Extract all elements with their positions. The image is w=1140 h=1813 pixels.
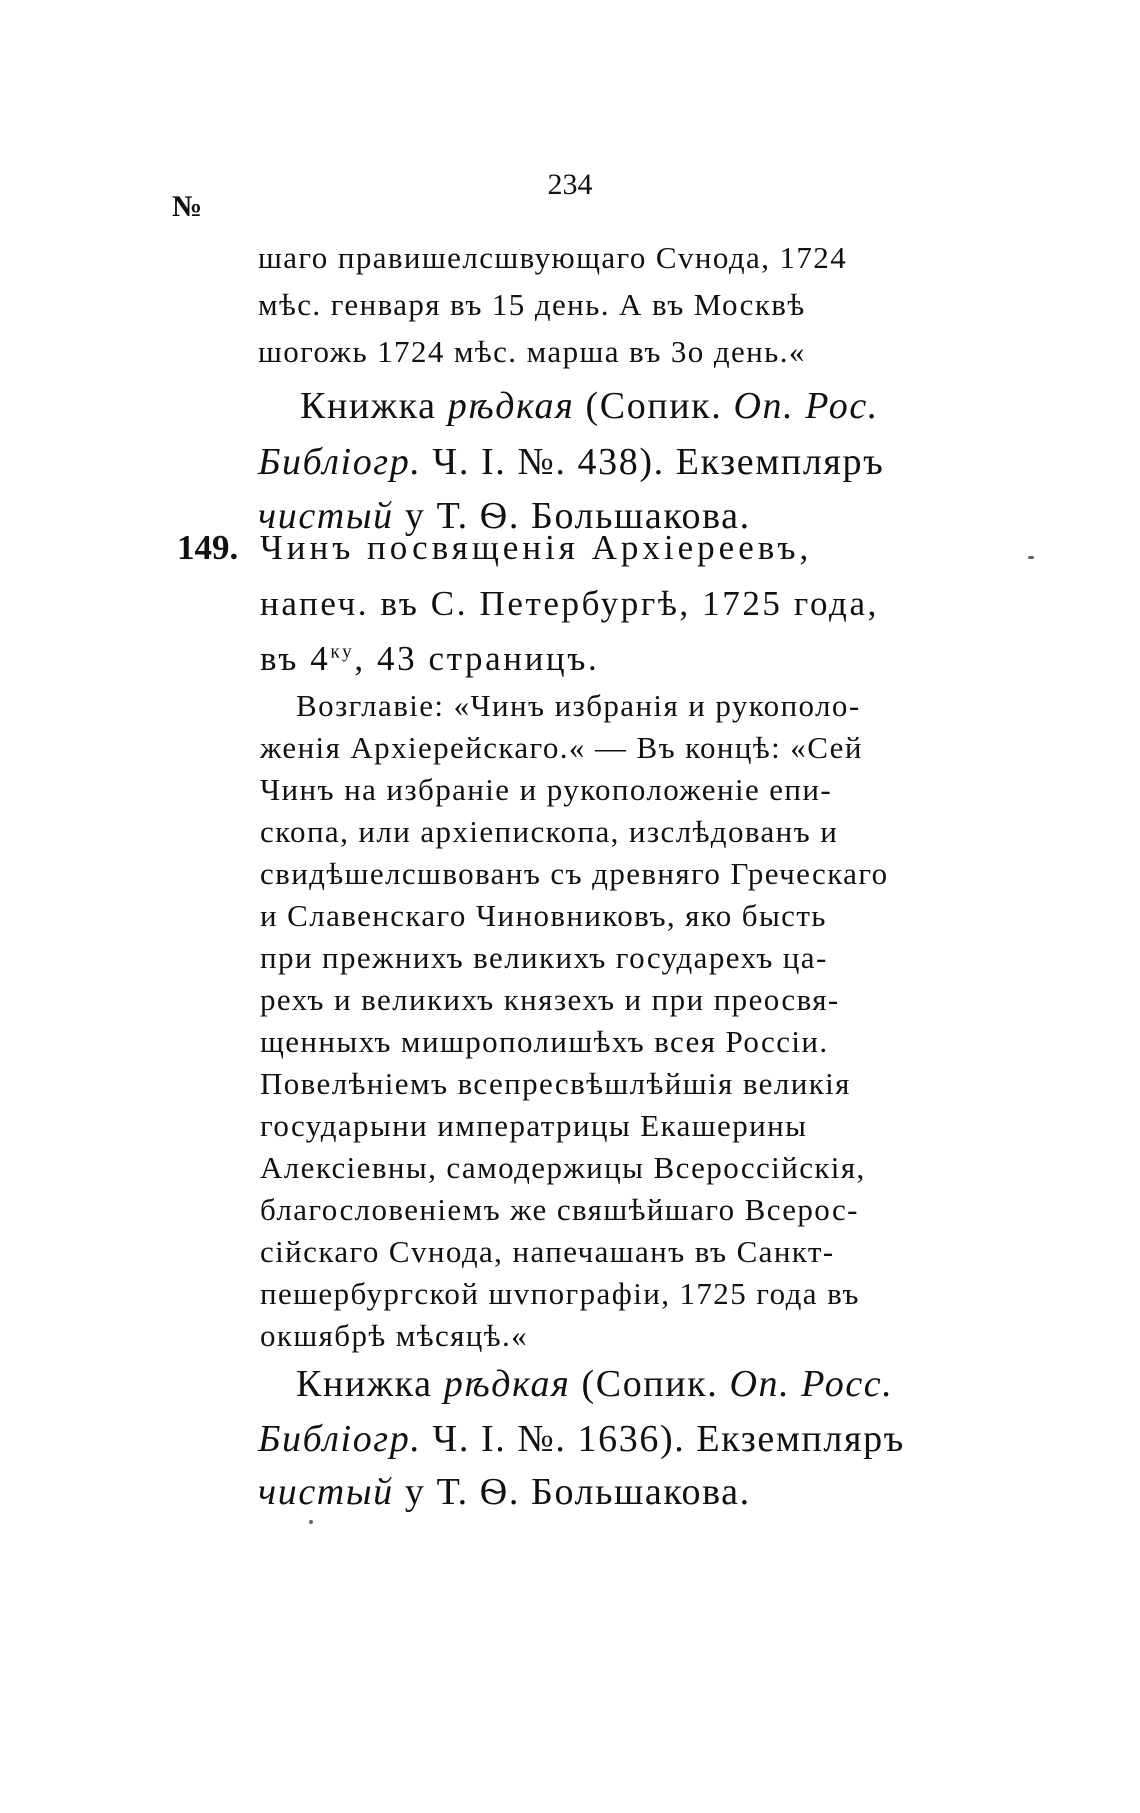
entry-title-line-1: Чинъ посвященiя Архiереевъ, — [260, 528, 813, 567]
prev-entry-note-line-2 — [258, 440, 884, 484]
entry-body-line: Чинъ на избранiе и рукоположенiе епи- — [260, 772, 833, 807]
entry-body-line: Алексiевны, самодержицы Всероссiйскiя, — [260, 1150, 866, 1185]
entry-body-line: скопа, или архiепископа, изслѣдованъ и — [260, 814, 839, 849]
note-text: Книжка — [300, 385, 448, 427]
title-superscript: ку — [330, 641, 355, 663]
print-speck — [1028, 556, 1034, 559]
entry-body-line: государыни императрицы Екашерины — [260, 1108, 808, 1143]
page-number: 234 — [547, 168, 593, 201]
note-italic: чистый — [258, 1471, 394, 1513]
note-italic: рѣдкая — [447, 385, 575, 427]
print-speck — [309, 1520, 313, 1524]
column-number-mark: № — [172, 190, 203, 223]
note-italic: рѣдкая — [443, 1363, 571, 1405]
entry-title-line-2: напеч. въ С. Петербургѣ, 1725 года, — [260, 584, 879, 623]
title-text: въ 4 — [260, 639, 331, 678]
entry-number: 149. — [177, 528, 239, 567]
entry-body-line: свидѣшелсшвованъ съ древняго Греческаго — [260, 856, 889, 891]
entry-body-line: окшябрѣ мѣсяцѣ.« — [260, 1318, 529, 1353]
note-text: (Сопик. — [574, 385, 734, 427]
note-italic: Библiогр. — [258, 441, 422, 483]
note-text: у Т. Ѳ. Большакова. — [393, 495, 751, 537]
prev-entry-line-2: мѣс. генваря въ 15 день. А въ Москвѣ — [258, 287, 806, 322]
entry-body-line: Возглавiе: «Чинъ избранiя и рукополо- — [296, 688, 861, 723]
note-text: Книжка — [296, 1363, 444, 1405]
entry-note-line-1 — [296, 1362, 893, 1406]
note-text: Ч. I. №. 438). Екземпляръ — [421, 441, 885, 483]
entry-body-line: рехъ и великихъ князехъ и при преосвя- — [260, 982, 840, 1017]
entry-body-line: пешербургской шvпографiи, 1725 года въ — [260, 1276, 860, 1311]
entry-body-line: при прежнихъ великихъ государехъ ца- — [260, 940, 828, 975]
entry-body-line: женiя Архiерейскаго.« — Въ концѣ: «Сей — [260, 730, 863, 765]
entry-body-line: благословенiемъ же свяшѣйшаго Всерос- — [260, 1192, 859, 1227]
note-text: Ч. I. №. 1636). Екземпляръ — [421, 1418, 905, 1460]
entry-note-line-2 — [258, 1417, 905, 1461]
title-text: , 43 страницъ. — [354, 639, 600, 678]
note-italic: чистый — [258, 495, 394, 537]
note-italic: Оп. Росс. — [729, 1363, 894, 1405]
prev-entry-line-3: шогожь 1724 мѣс. марша въ 3о день.« — [258, 334, 806, 369]
entry-body-line: щенныхъ мишрополишѣхъ всея Россiи. — [260, 1024, 829, 1059]
note-italic: Библiогр. — [258, 1418, 422, 1460]
note-text: (Сопик. — [570, 1363, 730, 1405]
entry-title-line-3 — [260, 639, 599, 679]
note-italic: Оп. Рос. — [733, 385, 879, 427]
entry-body-line: Повелѣнiемъ всепресвѣшлѣйшiя великiя — [260, 1066, 851, 1101]
entry-body-line: и Славенскаго Чиновниковъ, яко бысть — [260, 898, 827, 933]
prev-entry-line-1: шаго правишелсшвующаго Сvнода, 1724 — [258, 240, 848, 275]
prev-entry-note-line-1 — [300, 384, 879, 428]
entry-note-line-3 — [258, 1470, 751, 1514]
entry-body-line: сiйскаго Сvнода, напечашанъ въ Санкт- — [260, 1234, 835, 1269]
note-text: у Т. Ѳ. Большакова. — [393, 1471, 751, 1513]
